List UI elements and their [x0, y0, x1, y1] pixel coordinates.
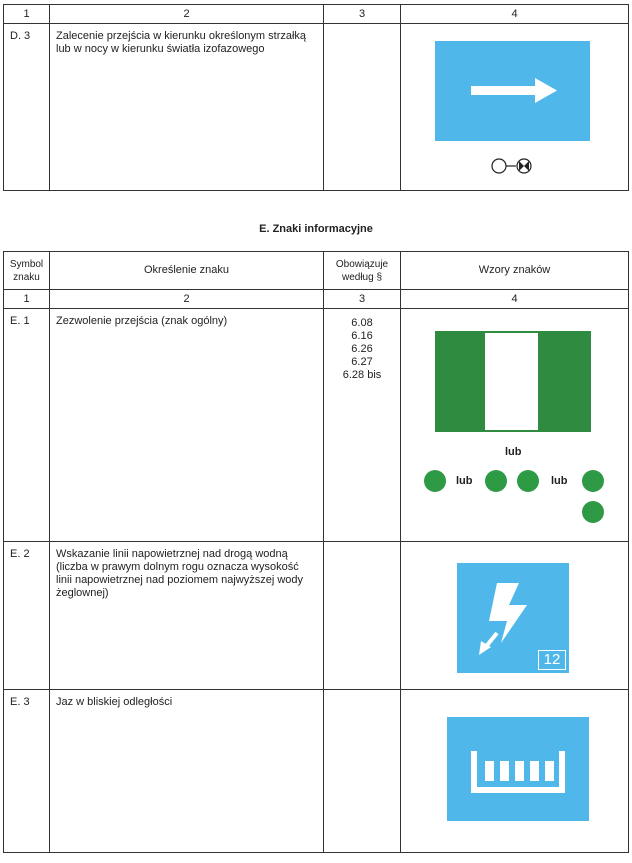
green-light-icon: [517, 470, 539, 492]
green-white-board-sign: [435, 331, 591, 432]
col-number-3: 3: [324, 290, 401, 309]
sign-description: Jaz w bliskiej odległości: [50, 690, 324, 853]
header-symbol: Symbol znaku: [4, 252, 50, 290]
section-e-table: [3, 251, 629, 853]
arrow-right-icon: [435, 41, 590, 141]
green-light-icon: [424, 470, 446, 492]
table-row-e3: [4, 690, 629, 853]
col-number-2: 2: [50, 290, 324, 309]
section-d-header-row: [4, 5, 629, 24]
sign-symbol: E. 2: [4, 542, 50, 690]
sign-sections: [324, 24, 401, 191]
col-number-1: 1: [4, 290, 50, 309]
blue-arrow-sign: [435, 41, 590, 141]
sign-symbol: D. 3: [4, 24, 50, 191]
blue-overhead-line-sign: [457, 563, 569, 673]
section-d-table: [3, 4, 629, 191]
sign-pattern-cell: [401, 542, 629, 690]
section-ref: 6.16: [351, 330, 373, 342]
isophase-light-icon: [489, 156, 549, 176]
sign-pattern-cell: [401, 690, 629, 853]
lub-label: lub: [505, 446, 522, 458]
white-stripe: [485, 333, 538, 430]
section-ref: 6.26: [351, 343, 373, 355]
header-patterns: Wzory znaków: [401, 252, 629, 290]
sign-sections: [324, 690, 401, 853]
header-description: Określenie znaku: [50, 252, 324, 290]
sign-sections: [324, 542, 401, 690]
table-row-e2: [4, 542, 629, 690]
col-number-3: 3: [324, 5, 401, 24]
section-ref: 6.27: [351, 356, 373, 368]
col-number-4: 4: [401, 290, 629, 309]
sign-pattern-cell: [401, 24, 629, 191]
section-e-number-row: [4, 290, 629, 309]
section-e-header-row: [4, 252, 629, 290]
col-number-4: 4: [401, 5, 629, 24]
weir-icon: [447, 717, 589, 821]
sign-sections: [324, 309, 401, 542]
sign-symbol: E. 3: [4, 690, 50, 853]
sign-description: Wskazanie linii napowietrznej nad drogą wodną (liczba w prawym dolnym rogu oznacza wysokość linii napowietrznej nad poziomem najwyższej wody żeglownej): [50, 542, 324, 690]
table-row-d3: [4, 24, 629, 191]
header-sections: Obowiązuje według §: [324, 252, 401, 290]
section-title: E. Znaki informacyjne: [259, 223, 373, 235]
sign-pattern-cell: [401, 309, 629, 542]
section-ref: 6.08: [351, 317, 373, 329]
sign-description: Zalecenie przejścia w kierunku określonym strzałką lub w nocy w kierunku światła izofazowego: [50, 24, 324, 191]
sign-description: Zezwolenie przejścia (znak ogólny): [50, 309, 324, 542]
lub-label: lub: [551, 475, 568, 487]
green-light-icon: [582, 470, 604, 492]
height-label: 12: [538, 650, 566, 670]
sign-symbol: E. 1: [4, 309, 50, 542]
green-light-icon: [485, 470, 507, 492]
col-number-1: 1: [4, 5, 50, 24]
green-light-icon: [582, 501, 604, 523]
blue-weir-sign: [447, 717, 589, 821]
table-row-e1: [4, 309, 629, 542]
lub-label: lub: [456, 475, 473, 487]
col-number-2: 2: [50, 5, 324, 24]
section-ref: 6.28 bis: [342, 369, 382, 381]
